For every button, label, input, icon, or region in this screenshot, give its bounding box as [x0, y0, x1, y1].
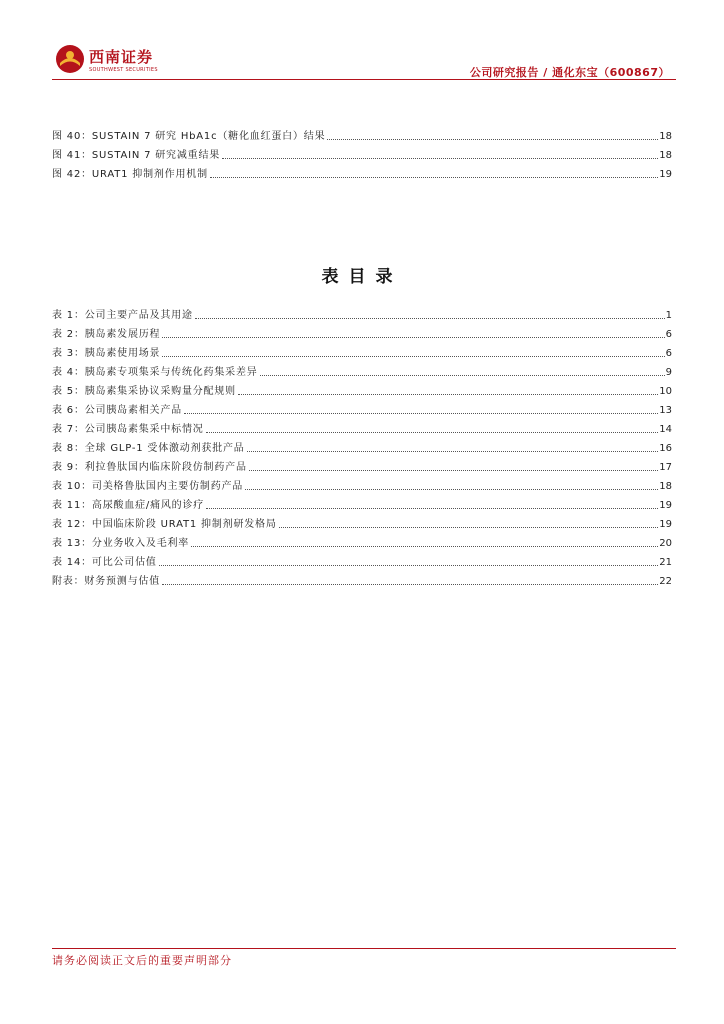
toc-entry-label: 图 40：SUSTAIN 7 研究 HbA1c（糖化血红蛋白）结果 — [52, 131, 326, 142]
toc-leader-dots — [184, 412, 658, 414]
toc-leader-dots — [206, 507, 658, 509]
toc-table-row[interactable] — [52, 569, 672, 588]
toc-leader-dots — [210, 176, 658, 178]
company-logo — [55, 44, 195, 76]
toc-figure-row[interactable] — [52, 162, 672, 181]
toc-entry-label: 表 13：分业务收入及毛利率 — [52, 538, 190, 549]
toc-page-number: 6 — [665, 348, 672, 359]
toc-page-number: 6 — [665, 329, 672, 340]
toc-table-row[interactable] — [52, 360, 672, 379]
toc-entry-label: 附表：财务预测与估值 — [52, 576, 160, 587]
toc-table-row[interactable] — [52, 436, 672, 455]
toc-entry-label: 表 14：可比公司估值 — [52, 557, 157, 568]
toc-table-row[interactable] — [52, 455, 672, 474]
toc-table-row[interactable] — [52, 417, 672, 436]
toc-leader-dots — [206, 431, 659, 433]
toc-table-row[interactable] — [52, 322, 672, 341]
toc-leader-dots — [238, 393, 658, 395]
toc-page-number: 1 — [665, 310, 672, 321]
toc-page-number: 19 — [659, 169, 672, 180]
toc-page-number: 19 — [659, 519, 672, 530]
toc-page-number: 17 — [659, 462, 672, 473]
report-title: 公司研究报告 / 通化东宝（600867） — [469, 66, 670, 79]
toc-table-row[interactable] — [52, 303, 672, 322]
toc-page-number: 18 — [659, 150, 672, 161]
toc-entry-label: 图 41：SUSTAIN 7 研究减重结果 — [52, 150, 221, 161]
footer-disclaimer: 请务必阅读正文后的重要声明部分 — [52, 954, 232, 967]
toc-table-row[interactable] — [52, 398, 672, 417]
toc-leader-dots — [249, 469, 659, 471]
toc-entry-label: 表 2：胰岛素发展历程 — [52, 329, 161, 340]
toc-entry-label: 表 12：中国临床阶段 URAT1 抑制剂研发格局 — [52, 519, 277, 530]
toc-page-number: 13 — [659, 405, 672, 416]
toc-leader-dots — [279, 526, 659, 528]
toc-page-number: 9 — [665, 367, 672, 378]
toc-page-number: 16 — [659, 443, 672, 454]
toc-table-row[interactable] — [52, 512, 672, 531]
header-divider — [52, 79, 676, 80]
toc-entry-label: 表 3：胰岛素使用场景 — [52, 348, 161, 359]
toc-leader-dots — [195, 317, 665, 319]
toc-page-number: 14 — [659, 424, 672, 435]
toc-page-number: 19 — [659, 500, 672, 511]
toc-table-row[interactable] — [52, 474, 672, 493]
toc-figure-row[interactable] — [52, 124, 672, 143]
toc-page-number: 18 — [659, 481, 672, 492]
toc-page-number: 18 — [659, 131, 672, 142]
toc-entry-label: 表 1：公司主要产品及其用途 — [52, 310, 193, 321]
toc-entry-label: 图 42：URAT1 抑制剂作用机制 — [52, 169, 208, 180]
toc-entry-label: 表 6：公司胰岛素相关产品 — [52, 405, 182, 416]
toc-page-number: 10 — [659, 386, 672, 397]
toc-leader-dots — [327, 138, 658, 140]
logo-chinese-name: 西南证券 — [89, 48, 154, 66]
toc-figure-row[interactable] — [52, 143, 672, 162]
table-list — [52, 303, 672, 588]
toc-leader-dots — [162, 355, 664, 357]
toc-page-number: 21 — [659, 557, 672, 568]
toc-entry-label: 表 4：胰岛素专项集采与传统化药集采差异 — [52, 367, 258, 378]
toc-table-row[interactable] — [52, 379, 672, 398]
logo-english-name: SOUTHWEST SECURITIES — [89, 67, 158, 73]
toc-table-row[interactable] — [52, 493, 672, 512]
toc-entry-label: 表 7：公司胰岛素集采中标情况 — [52, 424, 204, 435]
toc-leader-dots — [260, 374, 665, 376]
toc-table-row[interactable] — [52, 341, 672, 360]
toc-page-number: 22 — [659, 576, 672, 587]
toc-entry-label: 表 9：利拉鲁肽国内临床阶段仿制药产品 — [52, 462, 247, 473]
footer-divider — [52, 948, 676, 949]
toc-entry-label: 表 5：胰岛素集采协议采购量分配规则 — [52, 386, 236, 397]
toc-entry-label: 表 10：司美格鲁肽国内主要仿制药产品 — [52, 481, 244, 492]
toc-leader-dots — [247, 450, 659, 452]
toc-entry-label: 表 11：高尿酸血症/痛风的诊疗 — [52, 500, 205, 511]
toc-table-row[interactable] — [52, 531, 672, 550]
toc-leader-dots — [162, 336, 664, 338]
toc-leader-dots — [159, 564, 659, 566]
toc-entry-label: 表 8：全球 GLP-1 受体激动剂获批产品 — [52, 443, 245, 454]
figure-list — [52, 124, 672, 181]
logo-emblem-icon — [55, 44, 85, 74]
toc-table-row[interactable] — [52, 550, 672, 569]
toc-leader-dots — [222, 157, 658, 159]
toc-leader-dots — [162, 583, 658, 585]
tables-section-heading: 表目录 — [321, 267, 403, 287]
toc-page-number: 20 — [659, 538, 672, 549]
page-header — [52, 40, 676, 82]
toc-leader-dots — [191, 545, 658, 547]
toc-leader-dots — [245, 488, 658, 490]
